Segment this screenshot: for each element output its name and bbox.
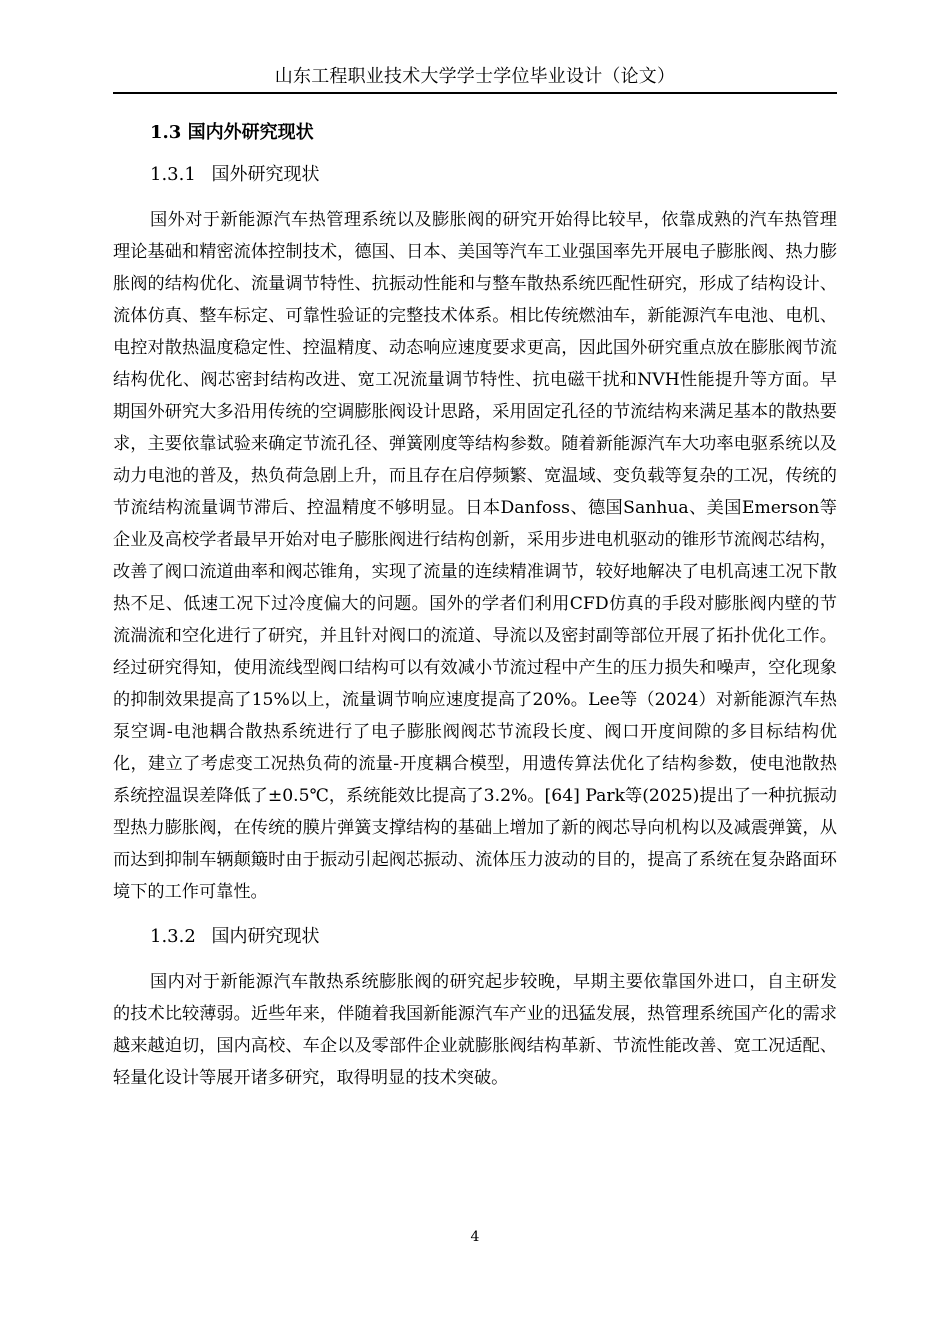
page-number: 4	[470, 1229, 480, 1245]
section-number: 1.3	[150, 122, 182, 143]
section-heading	[113, 116, 837, 150]
subsection-title: 国内研究现状	[211, 926, 320, 947]
subsection-number: 1.3.2	[150, 926, 196, 947]
subsection-number: 1.3.1	[150, 164, 196, 185]
subsection-heading-foreign	[113, 158, 837, 192]
running-header: 山东工程职业技术大学学士学位毕业设计（论文）	[113, 62, 837, 94]
paragraph-domestic-research: 国内对于新能源汽车散热系统膨胀阀的研究起步较晚，早期主要依靠国外进口，自主研发的技术比较薄弱。近些年来，伴随着我国新能源汽车产业的迅猛发展，热管理系统国产化的需求越来越迫切，国内高校、车企以及零部件企业就膨胀阀结构革新、节流性能改善、宽工况适配、轻量化设计等展开诸多研究，取得明显的技术突破。	[113, 972, 837, 1088]
document-body	[113, 116, 837, 1106]
paragraph-foreign-research: 国外对于新能源汽车热管理系统以及膨胀阀的研究开始得比较早，依靠成熟的汽车热管理理论基础和精密流体控制技术，德国、日本、美国等汽车工业强国率先开展电子膨胀阀、热力膨胀阀的结构优化、流量调节特性、抗振动性能和与整车散热系统匹配性研究，形成了结构设计、流体仿真、整车标定、可靠性验证的完整技术体系。相比传统燃油车，新能源汽车电池、电机、电控对散热温度稳定性、控温精度、动态响应速度要求更高，因此国外研究重点放在膨胀阀节流结构优化、阀芯密封结构改进、宽工况流量调节特性、抗电磁干扰和NVH性能提升等方面。早期国外研究大多沿用传统的空调膨胀阀设计思路，采用固定孔径的节流结构来满足基本的散热要求，主要依靠试验来确定节流孔径、弹簧刚度等结构参数。随着新能源汽车大功率电驱系统以及动力电池的普及，热负荷急剧上升，而且存在启停频繁、宽温域、变负载等复杂的工况，传统的节流结构流量调节滞后、控温精度不够明显。日本Danfoss、德国Sanhua、美国Emerson等企业及高校学者最早开始对电子膨胀阀进行结构创新，采用步进电机驱动的锥形节流阀芯结构，改善了阀口流道曲率和阀芯锥角，实现了流量的连续精准调节，较好地解决了电机高速工况下散热不足、低速工况下过冷度偏大的问题。国外的学者们利用CFD仿真的手段对膨胀阀内壁的节流湍流和空化进行了研究，并且针对阀口的流道、导流以及密封副等部位开展了拓扑优化工作。经过研究得知，使用流线型阀口结构可以有效减小节流过程中产生的压力损失和噪声，空化现象的抑制效果提高了15%以上，流量调节响应速度提高了20%。Lee等（2024）对新能源汽车热泵空调-电池耦合散热系统进行了电子膨胀阀阀芯节流段长度、阀口开度间隙的多目标结构优化，建立了考虑变工况热负荷的流量-开度耦合模型，用遗传算法优化了结构参数，使电池散热系统控温误差降低了±0.5℃，系统能效比提高了3.2%。[64] Park等(2025)提出了一种抗振动型热力膨胀阀，在传统的膜片弹簧支撑结构的基础上增加了新的阀芯导向机构以及减震弹簧，从而达到抑制车辆颠簸时由于振动引起阀芯振动、流体压力波动的目的，提高了系统在复杂路面环境下的工作可靠性。	[113, 210, 837, 902]
subsection-heading-domestic	[113, 920, 837, 954]
section-title: 国内外研究现状	[187, 122, 314, 143]
subsection-title: 国外研究现状	[211, 164, 320, 185]
